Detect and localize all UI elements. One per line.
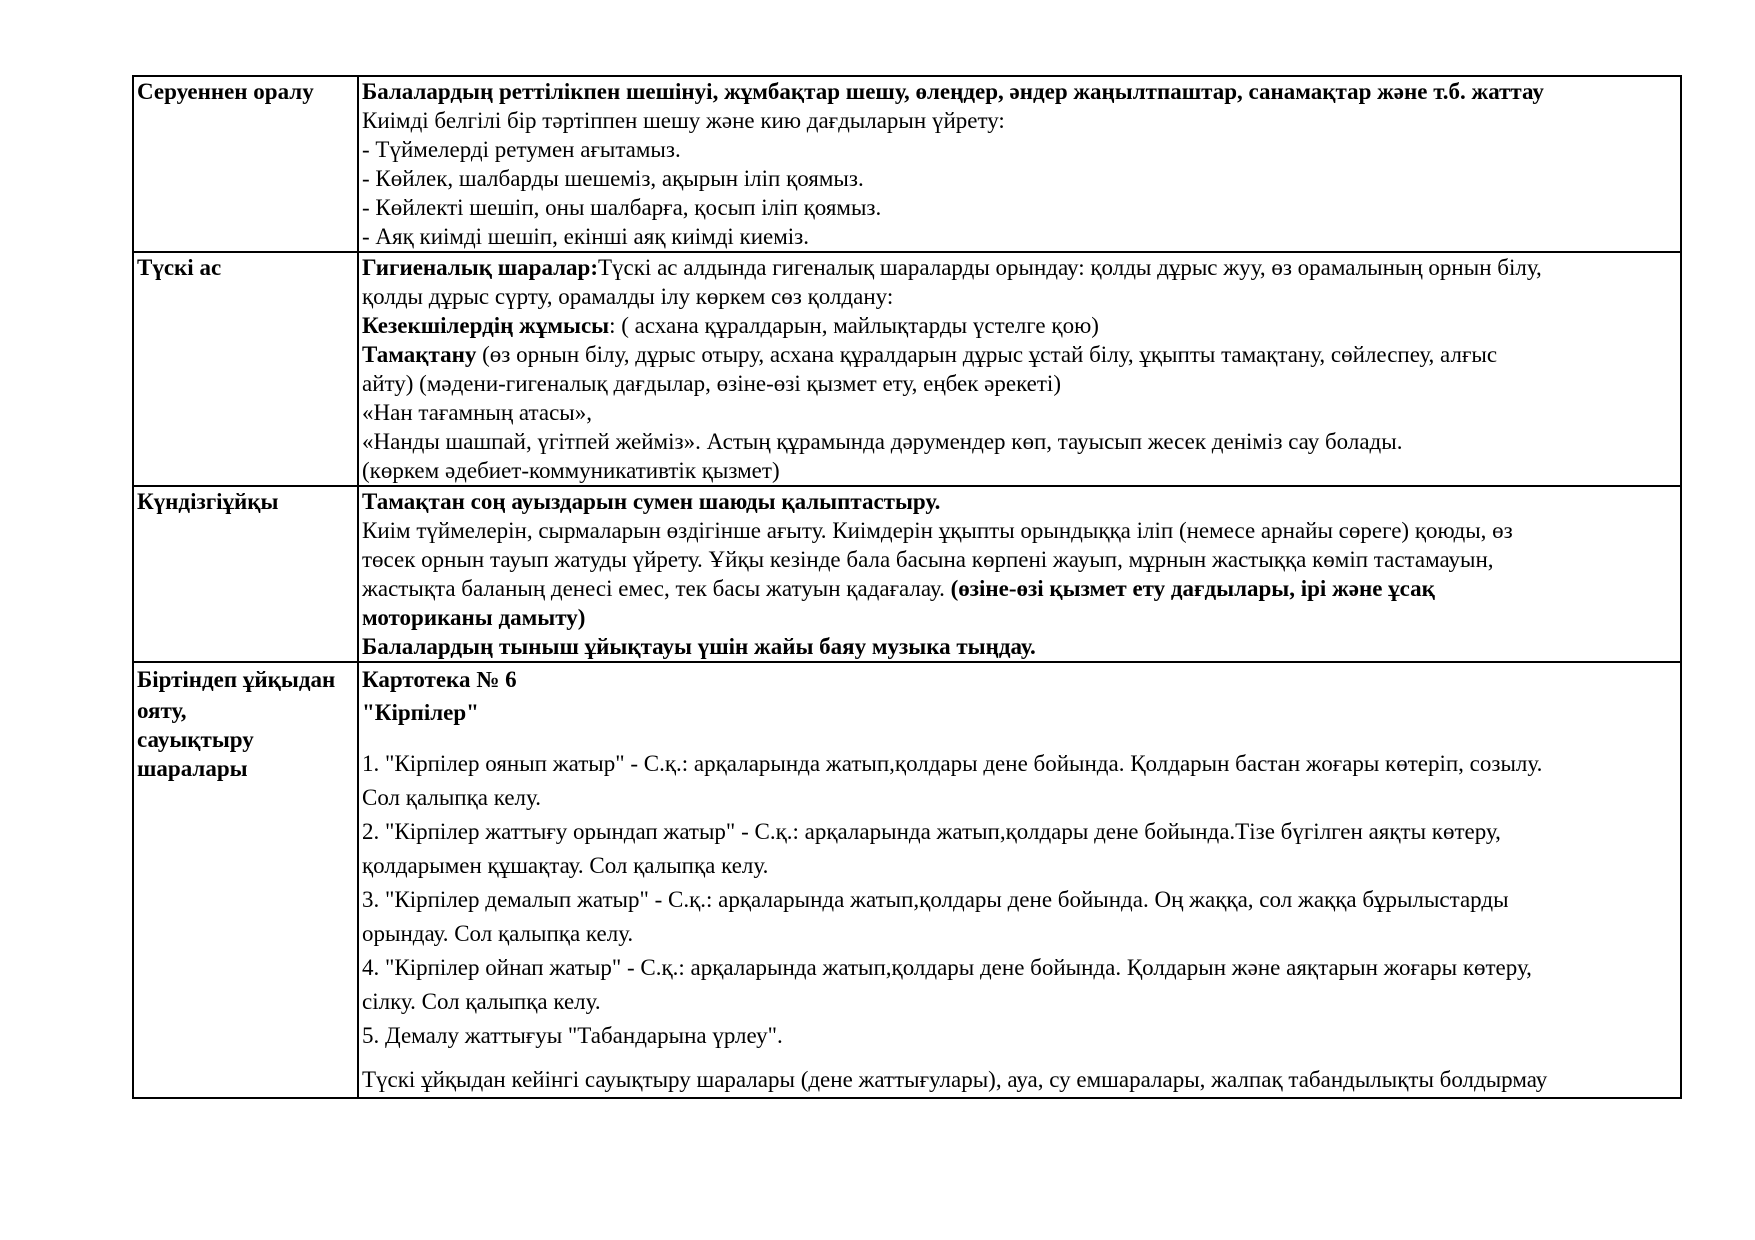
text-line: қолды дұрыс сүрту, орамалды ілу көркем сөз қолдану: bbox=[362, 284, 894, 309]
bold-heading-line: Тамақтан соң ауыздарын сумен шаюды қалыптастыру. bbox=[362, 489, 941, 514]
row-content-wake-up bbox=[358, 662, 1681, 1098]
exercise-line: 5. Демалу жаттығуы "Табандарына үрлеу". bbox=[362, 1023, 783, 1048]
text-line: - Көйлек, шалбарды шешеміз, ақырын іліп қоямыз. bbox=[362, 166, 864, 191]
table-row-nap bbox=[133, 486, 1681, 662]
exercise-line: 1. "Кірпілер оянып жатыр" - С.қ.: арқаларында жатып,қолдары дене бойында. Қолдарын бастан жоғары көтеріп, созылу. bbox=[362, 751, 1543, 776]
final-line: Түскі ұйқыдан кейінгі сауықтыру шаралары (дене жаттығулары), ауа, су емшаралары, жалпақ табандылықты болдырмау bbox=[362, 1067, 1548, 1092]
text-line: Киімді белгілі бір тәртіппен шешу және кию дағдыларын үйрету: bbox=[362, 108, 1005, 133]
bold-line: моториканы дамыту) bbox=[362, 605, 586, 630]
label-line: ояту, bbox=[137, 698, 187, 723]
label-line: сауықтыру bbox=[137, 727, 254, 752]
card-title: Картотека № 6 bbox=[362, 667, 517, 692]
row-label-lunch: Түскі ас bbox=[133, 252, 358, 486]
bold-segment: (өзіне-өзі қызмет ету дағдылары, ірі және ұсақ bbox=[950, 576, 1435, 601]
table-row-lunch bbox=[133, 252, 1681, 486]
row-label-return-from-walk: Серуеннен оралу bbox=[133, 76, 358, 252]
text-line: Киім түймелерін, сырмаларын өздігінше ағыту. Киімдерін ұқыпты орындыққа іліп (немесе арнайы сөреге) қоюды, өз bbox=[362, 518, 1513, 543]
row-content-nap bbox=[358, 486, 1681, 662]
row-content-return-from-walk bbox=[358, 76, 1681, 252]
text-line: төсек орнын тауып жатуды үйрету. Ұйқы кезінде бала басына көрпені жауып, мұрнын жастыққа көміп тастамауын, bbox=[362, 547, 1494, 572]
exercise-line: сілку. Сол қалыпқа келу. bbox=[362, 989, 601, 1014]
hygiene-line bbox=[362, 253, 1680, 282]
duty-label: Кезекшілердің жұмысы bbox=[362, 313, 610, 338]
eating-line bbox=[362, 340, 1680, 369]
row-label-wake-up bbox=[133, 662, 358, 1098]
hygiene-text: Түскі ас алдында гигеналық шараларды орындау: қолды дұрыс жуу, өз орамалының орнын білу, bbox=[598, 255, 1542, 280]
daily-routine-table bbox=[132, 75, 1682, 1099]
bold-line: Балалардың тыныш ұйықтауы үшін жайы баяу музыка тыңдау. bbox=[362, 634, 1036, 659]
activity-line: (көркем әдебиет-коммуникативтік қызмет) bbox=[362, 458, 780, 483]
text-line: - Аяқ киімді шешіп, екінші аяқ киімді киеміз. bbox=[362, 224, 810, 249]
text-line: - Түймелерді ретумен ағытамыз. bbox=[362, 137, 681, 162]
eating-text: (өз орнын білу, дұрыс отыру, асхана құралдарын дұрыс ұстай білу, ұқыпты тамақтану, сөйлеспеу, алғыс bbox=[476, 342, 1498, 367]
exercise-line: орындау. Сол қалыпқа келу. bbox=[362, 921, 634, 946]
label-line: шаралары bbox=[137, 756, 248, 781]
exercise-line: қолдарымен құшақтау. Сол қалыпқа келу. bbox=[362, 853, 769, 878]
text-line: - Көйлекті шешіп, оны шалбарға, қосып іліп қоямыз. bbox=[362, 195, 882, 220]
exercise-line: 4. "Кірпілер ойнап жатыр" - С.қ.: арқаларында жатып,қолдары дене бойында. Қолдарын және аяқтарын жоғары көтеру, bbox=[362, 955, 1532, 980]
exercise-line: 2. "Кірпілер жаттығу орындап жатыр" - С.қ.: арқаларында жатып,қолдары дене бойында.Тізе бүгілген аяқты көтеру, bbox=[362, 819, 1501, 844]
table-row-return-from-walk bbox=[133, 76, 1681, 252]
card-subtitle: "Кірпілер" bbox=[362, 700, 479, 725]
text-line: айту) (мәдени-гигеналық дағдылар, өзіне-өзі қызмет ету, еңбек әрекеті) bbox=[362, 371, 1061, 396]
mixed-line bbox=[362, 574, 1680, 603]
hygiene-label: Гигиеналық шаралар: bbox=[362, 255, 598, 280]
text-segment: жастықта баланың денесі емес, тек басы жатуын қадағалау. bbox=[362, 576, 951, 601]
label-line: Біртіндеп ұйқыдан bbox=[137, 667, 336, 692]
exercise-line: 3. "Кірпілер демалып жатыр" - С.қ.: арқаларында жатып,қолдары дене бойында. Оң жаққа, сол жаққа бұрылыстарды bbox=[362, 887, 1509, 912]
row-content-lunch bbox=[358, 252, 1681, 486]
table-row-wake-up bbox=[133, 662, 1681, 1098]
eating-label: Тамақтану bbox=[362, 342, 477, 367]
duty-text: : ( асхана құралдарын, майлықтарды үстелге қою) bbox=[609, 313, 1099, 338]
row-label-nap: Күндізгіұйқы bbox=[133, 486, 358, 662]
bold-heading-line: Балалардың реттілікпен шешінуі, жұмбақтар шешу, өлеңдер, әндер жаңылтпаштар, санамақтар және т.б. жаттау bbox=[362, 79, 1544, 104]
duty-line bbox=[362, 311, 1680, 340]
exercise-line: Сол қалыпқа келу. bbox=[362, 785, 541, 810]
proverb-line: «Нан тағамның атасы», bbox=[362, 400, 592, 425]
proverb-line: «Нанды шашпай, үгітпей жейміз». Астың құрамында дәрумендер көп, тауысып жесек деніміз сау болады. bbox=[362, 429, 1403, 454]
